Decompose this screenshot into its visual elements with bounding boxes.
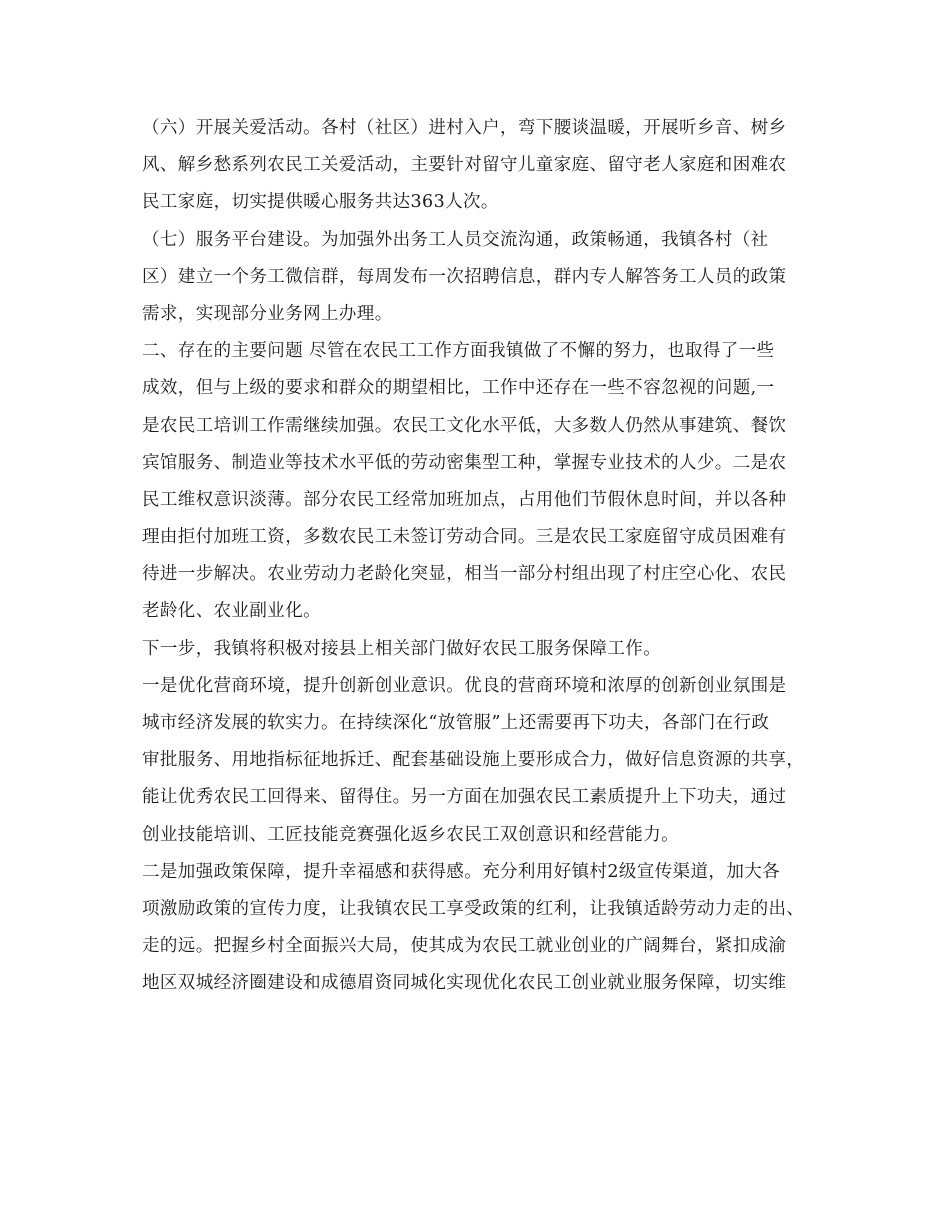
text-line: （六）开展关爱活动。各村（社区）进村入户，弯下腰谈温暖，开展听乡音、树乡 <box>142 118 787 138</box>
text-line: 下一步，我镇将积极对接县上相关部门做好农民工服务保障工作。 <box>142 638 662 659</box>
text-line: 项激励政策的宣传力度，让我镇农民工享受政策的红利，让我镇适龄劳动力走的出、 <box>142 898 805 919</box>
text-line: 一是优化营商环境，提升创新创业意识。优良的营商环境和浓厚的创新创业氛围是 <box>142 675 787 696</box>
text-line: 理由拒付加班工资，多数农民工未签订劳动合同。三是农民工家庭留守成员困难有 <box>142 527 787 548</box>
text-line: 审批服务、用地指标征地拆迁、配套基础设施上要形成合力，做好信息资源的共享， <box>142 750 805 771</box>
text-line: 是农民工培训工作需继续加强。农民工文化水平低，大多数人仍然从事建筑、餐饮 <box>142 415 787 436</box>
text-line: 创业技能培训、工匠技能竞赛强化返乡农民工双创意识和经营能力。 <box>142 824 679 845</box>
text-line: 二、存在的主要问题 尽管在农民工工作方面我镇做了不懈的努力，也取得了一些 <box>142 341 775 362</box>
text-line: 二是加强政策保障，提升幸福感和获得感。充分利用好镇村2级宣传渠道，加大各 <box>142 861 781 882</box>
text-line: 城市经济发展的软实力。在持续深化“放管服”上还需要再下功夫，各部门在行政 <box>142 713 770 733</box>
text-line: 成效，但与上级的要求和群众的期望相比，工作中还存在一些不容忽视的问题,一 <box>142 378 775 399</box>
text-line: 宾馆服务、制造业等技术水平低的劳动密集型工种，掌握专业技术的人少。二是农 <box>142 452 787 473</box>
text-line: 民工维权意识淡薄。部分农民工经常加班加点，占用他们节假休息时间，并以各种 <box>142 489 787 510</box>
text-line: 能让优秀农民工回得来、留得住。另一方面在加强农民工素质提升上下功夫，通过 <box>142 787 787 808</box>
text-line: 老龄化、农业副业化。 <box>142 601 321 622</box>
text-line: （七）服务平台建设。为加强外出务工人员交流沟通，政策畅通，我镇各村（社 <box>142 229 769 250</box>
text-line: 风、解乡愁系列农民工关爱活动，主要针对留守儿童家庭、留守老人家庭和困难农 <box>142 155 787 176</box>
text-line: 区）建立一个务工微信群，每周发布一次招聘信息，群内专人解答务工人员的政策 <box>142 266 787 287</box>
text-line: 待进一步解决。农业劳动力老龄化突显，相当一部分村组出现了村庄空心化、农民 <box>142 564 787 585</box>
text-line: 民工家庭，切实提供暖心服务共达363人次。 <box>142 192 499 213</box>
text-line: 需求，实现部分业务网上办理。 <box>142 303 393 324</box>
text-line: 地区双城经济圈建设和成德眉资同城化实现优化农民工创业就业服务保障，切实维 <box>142 973 787 994</box>
text-line: 走的远。把握乡村全面振兴大局，使其成为农民工就业创业的广阔舞台，紧扣成渝 <box>142 936 787 957</box>
document-body <box>142 110 832 1003</box>
